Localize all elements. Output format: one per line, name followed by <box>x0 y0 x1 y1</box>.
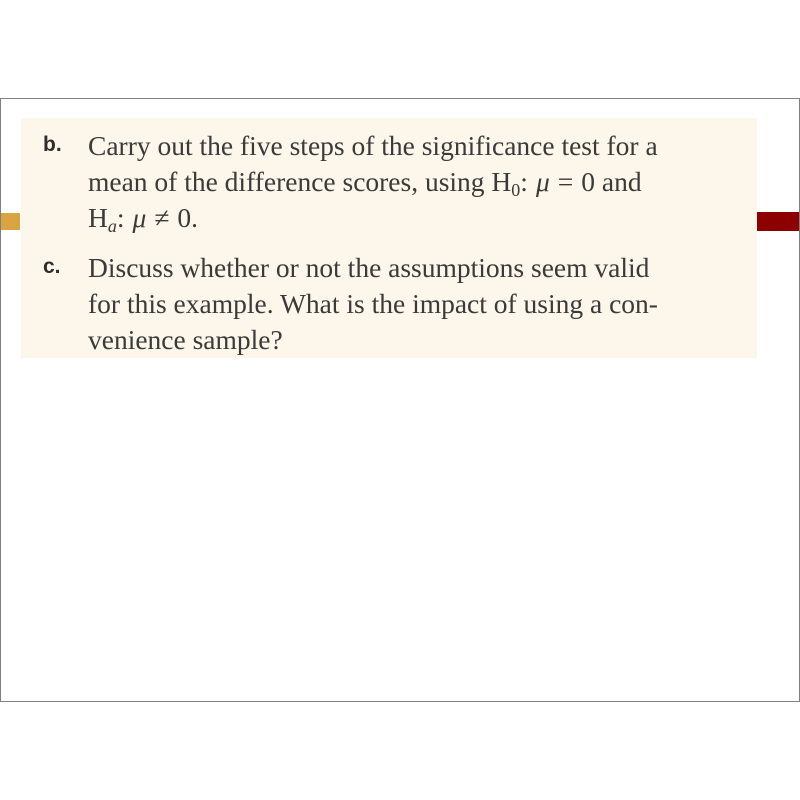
alt-hypothesis-subscript: a <box>107 216 117 236</box>
item-text-line: venience sample? <box>88 324 283 355</box>
colon: : <box>520 166 528 197</box>
mu-symbol: μ <box>535 166 550 197</box>
not-equal-sign: ≠ <box>154 202 170 233</box>
slide-frame <box>0 98 800 702</box>
text-segment: mean of the difference scores, using H <box>88 166 512 197</box>
right-accent-bar <box>757 212 799 231</box>
colon: : <box>116 202 125 233</box>
equals-sign: = <box>557 166 574 197</box>
text-segment: 0 and <box>581 166 642 197</box>
mu-symbol: μ <box>132 202 147 233</box>
item-text-line: Carry out the five steps of the significance test for a <box>88 130 658 161</box>
item-text-line <box>88 164 642 200</box>
text-segment: H <box>88 202 108 233</box>
item-text-line <box>88 200 198 236</box>
item-letter: b. <box>43 133 62 156</box>
exercise-panel <box>21 118 757 358</box>
text-segment: 0. <box>177 202 199 233</box>
item-text-line: for this example. What is the impact of using a con- <box>88 288 658 319</box>
left-accent-bar <box>1 213 20 230</box>
null-hypothesis-subscript: 0 <box>511 180 521 200</box>
item-text-line: Discuss whether or not the assumptions seem valid <box>88 252 650 283</box>
item-letter: c. <box>43 255 61 278</box>
